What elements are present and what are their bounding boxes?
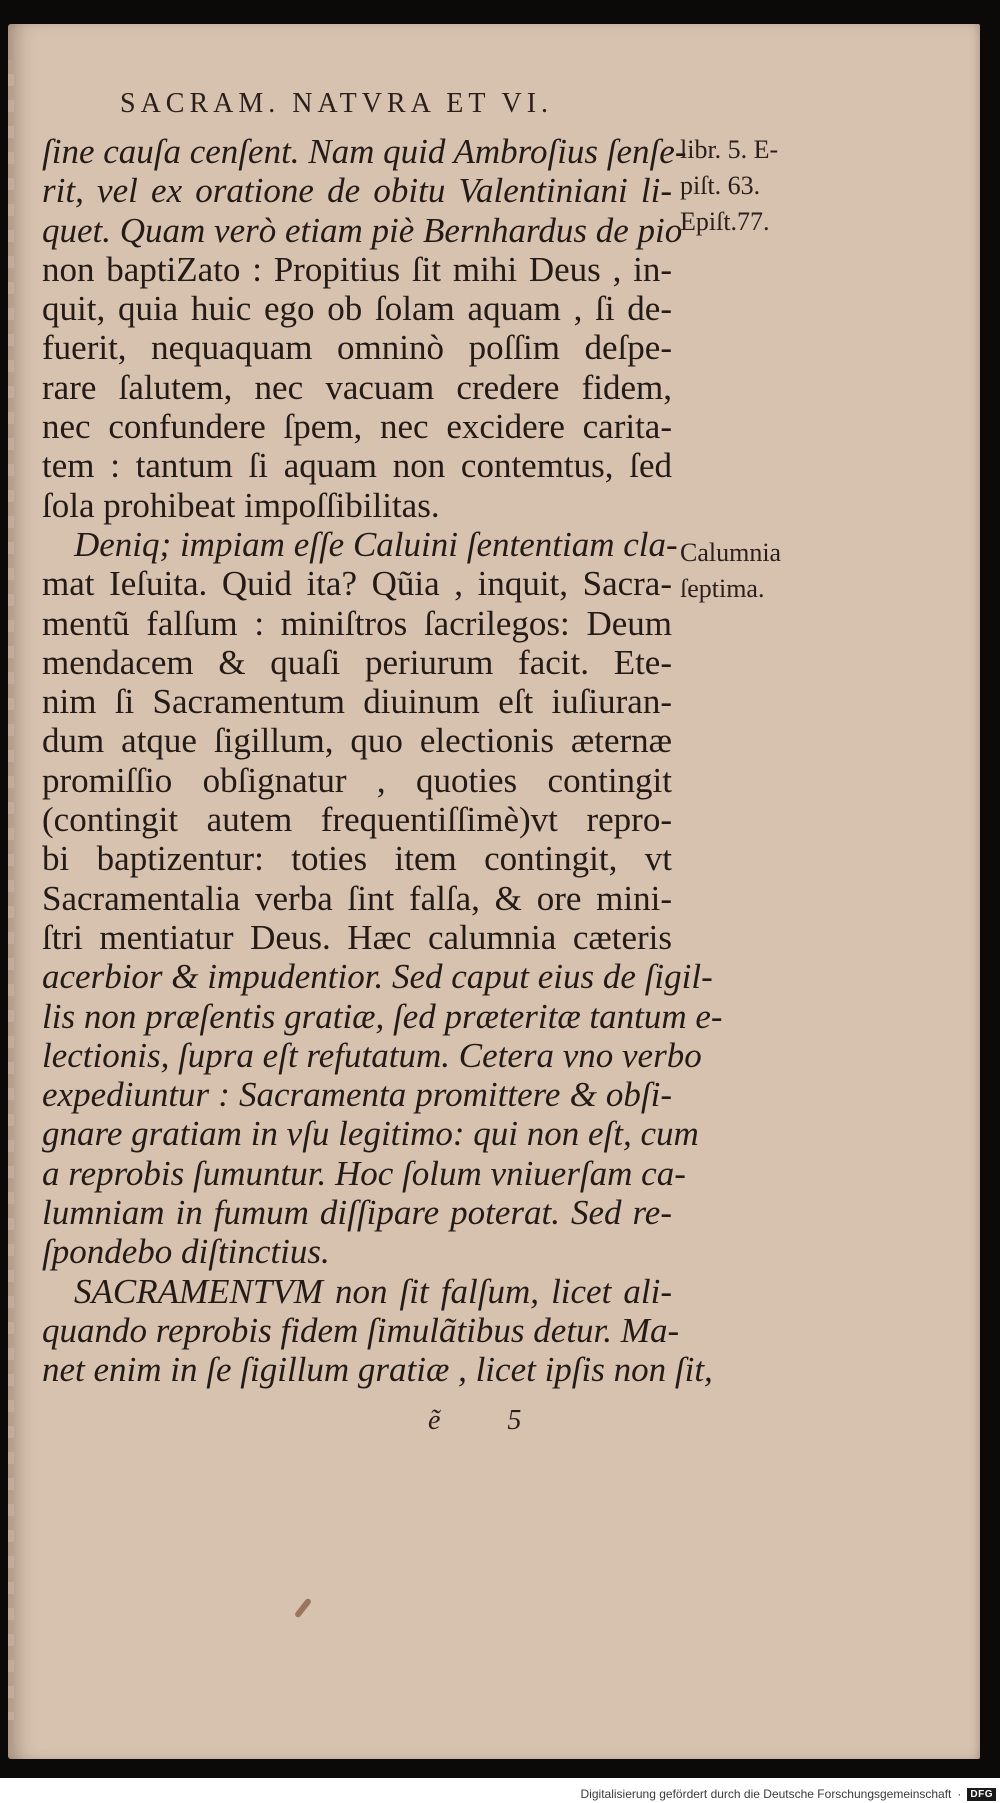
margin-note-line: Epiſt.77.	[680, 207, 770, 236]
text-line: lis non præſentis gratiæ, ſed præteritæ tantum e-	[42, 996, 723, 1036]
text-line: lumniam in fumum diſſipare poterat. Sed re-	[42, 1193, 672, 1233]
text-line: mat Ieſuita. Quid ita? Qũia , inquit, Sacra-	[42, 564, 672, 604]
margin-note-line: piſt. 63.	[680, 171, 761, 200]
margin-note-line: Calumnia	[680, 538, 782, 567]
signature-mark: ẽ 5	[428, 1405, 552, 1436]
text-line: rare ſalutem, nec vacuam credere fidem,	[42, 367, 672, 407]
margin-note-reference	[680, 132, 778, 240]
footer-text: Digitalisierung gefördert durch die Deutsche Forschungsgemeinschaft	[580, 1787, 952, 1801]
text-line: rit, vel ex oratione de obitu Valentiniani li-	[42, 171, 672, 211]
running-head: SACRAM. NATVRA ET VI.	[120, 88, 554, 119]
text-line: quit, quia huic ego ob ſolam aquam , ſi de-	[42, 289, 672, 329]
footer-separator: ·	[957, 1787, 962, 1801]
text-line: gnare gratiam in vſu legitimo: qui non eſt, cum	[42, 1114, 699, 1154]
text-line: net enim in ſe ſigillum gratiæ , licet ipſis non ſit,	[42, 1350, 713, 1390]
text-line: Deniq; impiam eſſe Caluini ſententiam cla-	[74, 524, 678, 564]
text-line: promiſſio obſignatur , quoties contingit	[42, 760, 672, 800]
text-line: tem : tantum ſi aquam non contemtus, ſed	[42, 446, 672, 486]
text-line: a reprobis ſumuntur. Hoc ſolum vniuerſam ca-	[42, 1153, 686, 1193]
text-line: bi baptizentur: toties item contingit, vt	[42, 839, 672, 879]
text-line: quet. Quam verò etiam piè Bernhardus de pio	[42, 210, 683, 250]
text-line: SACRAMENTVM non ſit falſum, licet ali-	[74, 1271, 672, 1311]
digitization-footer	[581, 1786, 996, 1802]
text-line: Sacramentalia verba ſint falſa, & ore mini-	[42, 878, 672, 918]
dfg-logo: DFG	[967, 1788, 996, 1801]
text-line: mentũ falſum : miniſtros ſacrilegos: Deum	[42, 603, 672, 643]
text-line: non baptiZato : Propitius ſit mihi Deus , in-	[42, 249, 672, 289]
text-line: acerbior & impudentior. Sed caput eius de ſigil-	[42, 957, 713, 997]
text-line: dum atque ſigillum, quo electionis æternæ	[42, 721, 672, 761]
text-line: ſtri mentiatur Deus. Hæc calumnia cæteris	[42, 917, 672, 957]
text-line: mendacem & quaſi periurum facit. Ete-	[42, 642, 672, 682]
text-line: ſpondebo diſtinctius.	[42, 1232, 330, 1272]
text-line: ſine cauſa cenſent. Nam quid Ambroſius ſenſe-	[42, 132, 687, 171]
text-line: nec confundere ſpem, nec excidere carita-	[42, 407, 672, 447]
text-line: fuerit, nequaquam omninò poſſim deſpe-	[42, 328, 672, 368]
margin-note-line: libr. 5. E-	[680, 135, 779, 164]
text-line: (contingit autem frequentiſſimè)vt repro-	[42, 800, 672, 840]
text-line: ſola prohibeat impoſſibilitas.	[42, 485, 440, 525]
margin-note-calumnia	[680, 535, 781, 607]
text-line: quando reprobis fidem ſimulãtibus detur. Ma-	[42, 1310, 680, 1350]
margin-note-line: ſeptima.	[680, 574, 765, 603]
text-line: lectionis, ſupra eſt refutatum. Cetera vno verbo	[42, 1035, 702, 1075]
page-gutter	[8, 60, 14, 1720]
text-line: expediuntur : Sacramenta promittere & obſi-	[42, 1075, 672, 1115]
text-line: nim ſi Sacramentum diuinum eſt iuſiuran-	[42, 682, 672, 722]
